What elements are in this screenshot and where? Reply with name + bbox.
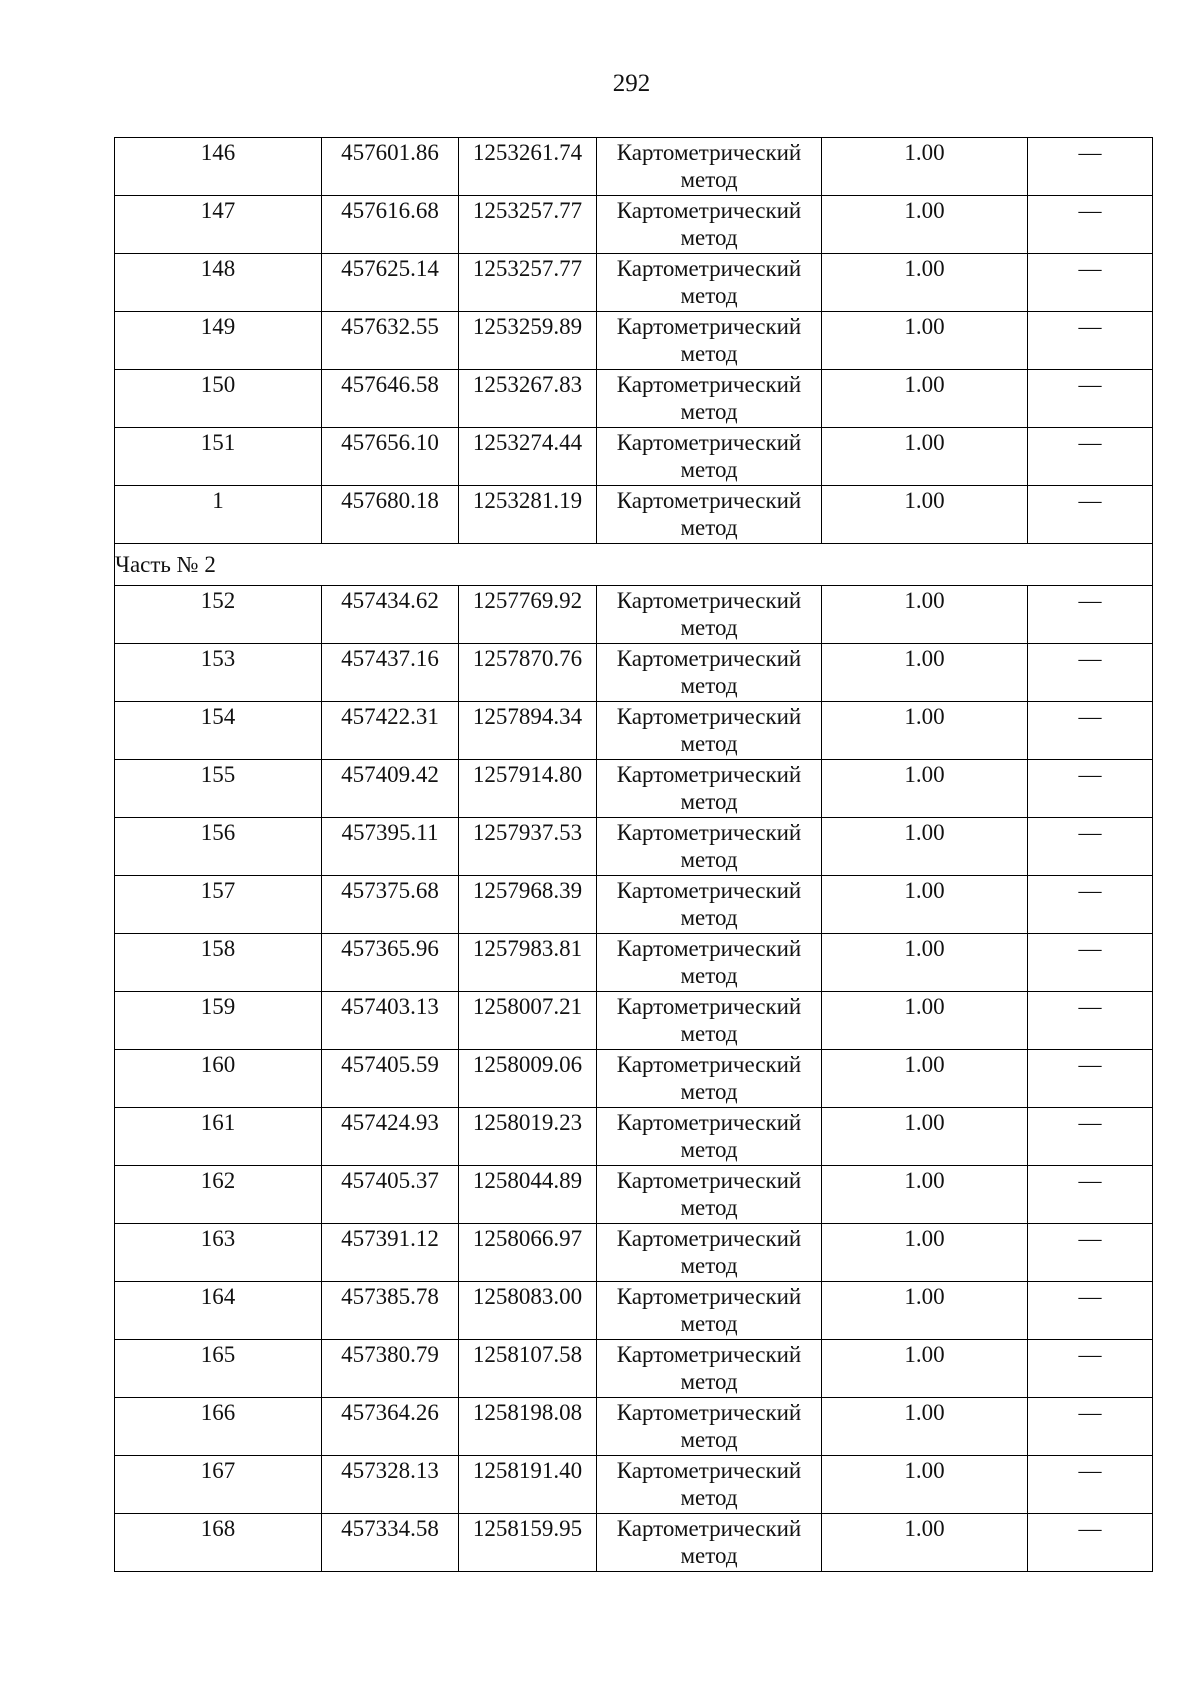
method-cell — [597, 486, 822, 544]
coord-x: 457380.79 — [322, 1340, 459, 1398]
note-cell: — — [1028, 138, 1153, 196]
note-cell: — — [1028, 486, 1153, 544]
note-cell: — — [1028, 1224, 1153, 1282]
method-cell — [597, 1398, 822, 1456]
point-number: 157 — [115, 876, 322, 934]
note-cell: — — [1028, 370, 1153, 428]
accuracy-value: 1.00 — [822, 196, 1028, 254]
method-cell — [597, 1224, 822, 1282]
point-number: 152 — [115, 586, 322, 644]
point-number: 164 — [115, 1282, 322, 1340]
coord-x: 457656.10 — [322, 428, 459, 486]
accuracy-value: 1.00 — [822, 1398, 1028, 1456]
method-line-2: метод — [680, 1253, 738, 1278]
method-cell — [597, 1282, 822, 1340]
coord-y: 1258007.21 — [459, 992, 597, 1050]
coord-x: 457395.11 — [322, 818, 459, 876]
note-cell: — — [1028, 992, 1153, 1050]
table-row — [115, 992, 1153, 1050]
method-cell — [597, 876, 822, 934]
note-cell: — — [1028, 428, 1153, 486]
table-row — [115, 138, 1153, 196]
table-row — [115, 586, 1153, 644]
method-line-1: Картометрический — [616, 646, 802, 671]
coord-y: 1258159.95 — [459, 1514, 597, 1572]
method-cell — [597, 1166, 822, 1224]
method-cell — [597, 370, 822, 428]
accuracy-value: 1.00 — [822, 1050, 1028, 1108]
section-title: Часть № 2 — [115, 544, 1153, 586]
point-number: 149 — [115, 312, 322, 370]
method-line-2: метод — [680, 167, 738, 192]
method-line-1: Картометрический — [616, 1168, 802, 1193]
method-line-2: метод — [680, 225, 738, 250]
note-cell: — — [1028, 1050, 1153, 1108]
table-row — [115, 1514, 1153, 1572]
method-cell — [597, 428, 822, 486]
note-cell: — — [1028, 196, 1153, 254]
coord-x: 457385.78 — [322, 1282, 459, 1340]
note-cell: — — [1028, 1514, 1153, 1572]
note-cell: — — [1028, 1282, 1153, 1340]
method-cell — [597, 644, 822, 702]
method-line-2: метод — [680, 905, 738, 930]
point-number: 168 — [115, 1514, 322, 1572]
note-cell: — — [1028, 312, 1153, 370]
coord-y: 1257914.80 — [459, 760, 597, 818]
coord-y: 1257968.39 — [459, 876, 597, 934]
method-line-1: Картометрический — [616, 588, 802, 613]
accuracy-value: 1.00 — [822, 486, 1028, 544]
table-row — [115, 1340, 1153, 1398]
coord-x: 457422.31 — [322, 702, 459, 760]
method-cell — [597, 818, 822, 876]
method-line-1: Картометрический — [616, 704, 802, 729]
point-number: 154 — [115, 702, 322, 760]
coord-y: 1257870.76 — [459, 644, 597, 702]
coord-y: 1258066.97 — [459, 1224, 597, 1282]
table-row — [115, 1166, 1153, 1224]
coord-x: 457409.42 — [322, 760, 459, 818]
method-line-2: метод — [680, 399, 738, 424]
table-row — [115, 818, 1153, 876]
method-line-1: Картометрический — [616, 1458, 802, 1483]
coord-y: 1253267.83 — [459, 370, 597, 428]
method-line-1: Картометрический — [616, 256, 802, 281]
table-row — [115, 428, 1153, 486]
coordinates-table — [114, 137, 1153, 1572]
accuracy-value: 1.00 — [822, 1108, 1028, 1166]
method-cell — [597, 1514, 822, 1572]
coord-x: 457616.68 — [322, 196, 459, 254]
method-cell — [597, 312, 822, 370]
method-line-2: метод — [680, 1021, 738, 1046]
coord-x: 457375.68 — [322, 876, 459, 934]
coord-y: 1253257.77 — [459, 254, 597, 312]
table-row — [115, 934, 1153, 992]
method-line-2: метод — [680, 1137, 738, 1162]
accuracy-value: 1.00 — [822, 702, 1028, 760]
coord-y: 1257983.81 — [459, 934, 597, 992]
accuracy-value: 1.00 — [822, 1456, 1028, 1514]
method-line-1: Картометрический — [616, 488, 802, 513]
method-cell — [597, 1050, 822, 1108]
method-line-1: Картометрический — [616, 820, 802, 845]
method-line-1: Картометрический — [616, 1516, 802, 1541]
coord-y: 1253257.77 — [459, 196, 597, 254]
accuracy-value: 1.00 — [822, 992, 1028, 1050]
coord-x: 457434.62 — [322, 586, 459, 644]
method-cell — [597, 1340, 822, 1398]
method-line-1: Картометрический — [616, 1226, 802, 1251]
note-cell: — — [1028, 818, 1153, 876]
coord-y: 1258009.06 — [459, 1050, 597, 1108]
method-line-2: метод — [680, 789, 738, 814]
point-number: 153 — [115, 644, 322, 702]
coord-x: 457437.16 — [322, 644, 459, 702]
coord-x: 457632.55 — [322, 312, 459, 370]
method-line-2: метод — [680, 283, 738, 308]
method-line-1: Картометрический — [616, 994, 802, 1019]
table-row — [115, 1108, 1153, 1166]
method-line-2: метод — [680, 1543, 738, 1568]
method-cell — [597, 760, 822, 818]
method-line-2: метод — [680, 1195, 738, 1220]
accuracy-value: 1.00 — [822, 1514, 1028, 1572]
page-number: 292 — [612, 70, 651, 97]
method-line-2: метод — [680, 515, 738, 540]
point-number: 159 — [115, 992, 322, 1050]
coord-y: 1253261.74 — [459, 138, 597, 196]
coord-x: 457625.14 — [322, 254, 459, 312]
table-row — [115, 644, 1153, 702]
accuracy-value: 1.00 — [822, 934, 1028, 992]
note-cell: — — [1028, 876, 1153, 934]
coord-x: 457365.96 — [322, 934, 459, 992]
coord-x: 457646.58 — [322, 370, 459, 428]
accuracy-value: 1.00 — [822, 1166, 1028, 1224]
method-cell — [597, 702, 822, 760]
note-cell: — — [1028, 1456, 1153, 1514]
accuracy-value: 1.00 — [822, 312, 1028, 370]
method-line-1: Картометрический — [616, 430, 802, 455]
method-line-1: Картометрический — [616, 936, 802, 961]
note-cell: — — [1028, 1340, 1153, 1398]
method-cell — [597, 254, 822, 312]
accuracy-value: 1.00 — [822, 428, 1028, 486]
coord-y: 1253259.89 — [459, 312, 597, 370]
table-row — [115, 1224, 1153, 1282]
note-cell: — — [1028, 760, 1153, 818]
method-line-2: метод — [680, 847, 738, 872]
point-number: 166 — [115, 1398, 322, 1456]
coord-y: 1257937.53 — [459, 818, 597, 876]
table-row — [115, 254, 1153, 312]
method-line-1: Картометрический — [616, 140, 802, 165]
accuracy-value: 1.00 — [822, 1340, 1028, 1398]
accuracy-value: 1.00 — [822, 1282, 1028, 1340]
point-number: 146 — [115, 138, 322, 196]
method-line-2: метод — [680, 1369, 738, 1394]
accuracy-value: 1.00 — [822, 370, 1028, 428]
coord-x: 457334.58 — [322, 1514, 459, 1572]
method-cell — [597, 586, 822, 644]
accuracy-value: 1.00 — [822, 760, 1028, 818]
coordinates-table-body — [115, 138, 1153, 1572]
method-line-2: метод — [680, 341, 738, 366]
coord-y: 1253281.19 — [459, 486, 597, 544]
coord-y: 1253274.44 — [459, 428, 597, 486]
accuracy-value: 1.00 — [822, 876, 1028, 934]
accuracy-value: 1.00 — [822, 138, 1028, 196]
note-cell: — — [1028, 644, 1153, 702]
method-cell — [597, 196, 822, 254]
method-line-2: метод — [680, 731, 738, 756]
note-cell: — — [1028, 702, 1153, 760]
method-line-2: метод — [680, 1311, 738, 1336]
method-line-2: метод — [680, 673, 738, 698]
table-row — [115, 196, 1153, 254]
method-line-2: метод — [680, 1427, 738, 1452]
note-cell: — — [1028, 934, 1153, 992]
accuracy-value: 1.00 — [822, 1224, 1028, 1282]
coord-y: 1258083.00 — [459, 1282, 597, 1340]
point-number: 156 — [115, 818, 322, 876]
point-number: 165 — [115, 1340, 322, 1398]
coord-x: 457364.26 — [322, 1398, 459, 1456]
coord-x: 457424.93 — [322, 1108, 459, 1166]
method-line-1: Картометрический — [616, 372, 802, 397]
accuracy-value: 1.00 — [822, 586, 1028, 644]
table-row — [115, 1456, 1153, 1514]
method-line-2: метод — [680, 1079, 738, 1104]
coord-x: 457405.37 — [322, 1166, 459, 1224]
table-row — [115, 370, 1153, 428]
coord-y: 1258019.23 — [459, 1108, 597, 1166]
note-cell: — — [1028, 586, 1153, 644]
coord-y: 1257894.34 — [459, 702, 597, 760]
point-number: 147 — [115, 196, 322, 254]
accuracy-value: 1.00 — [822, 818, 1028, 876]
table-row — [115, 1398, 1153, 1456]
note-cell: — — [1028, 1108, 1153, 1166]
point-number: 162 — [115, 1166, 322, 1224]
method-cell — [597, 1456, 822, 1514]
accuracy-value: 1.00 — [822, 644, 1028, 702]
method-cell — [597, 992, 822, 1050]
point-number: 155 — [115, 760, 322, 818]
table-row — [115, 760, 1153, 818]
table-row — [115, 876, 1153, 934]
coord-x: 457405.59 — [322, 1050, 459, 1108]
point-number: 160 — [115, 1050, 322, 1108]
method-cell — [597, 934, 822, 992]
coord-y: 1258198.08 — [459, 1398, 597, 1456]
method-line-1: Картометрический — [616, 1110, 802, 1135]
method-line-2: метод — [680, 1485, 738, 1510]
method-cell — [597, 138, 822, 196]
point-number: 150 — [115, 370, 322, 428]
coord-y: 1258191.40 — [459, 1456, 597, 1514]
coord-y: 1258107.58 — [459, 1340, 597, 1398]
method-line-1: Картометрический — [616, 878, 802, 903]
method-line-2: метод — [680, 615, 738, 640]
coord-x: 457403.13 — [322, 992, 459, 1050]
table-row — [115, 702, 1153, 760]
method-line-1: Картометрический — [616, 1400, 802, 1425]
method-line-2: метод — [680, 457, 738, 482]
point-number: 163 — [115, 1224, 322, 1282]
note-cell: — — [1028, 254, 1153, 312]
point-number: 167 — [115, 1456, 322, 1514]
method-line-1: Картометрический — [616, 1052, 802, 1077]
method-line-1: Картометрический — [616, 198, 802, 223]
coord-x: 457680.18 — [322, 486, 459, 544]
method-line-1: Картометрический — [616, 1342, 802, 1367]
accuracy-value: 1.00 — [822, 254, 1028, 312]
table-row — [115, 1282, 1153, 1340]
coord-x: 457601.86 — [322, 138, 459, 196]
method-line-1: Картометрический — [616, 1284, 802, 1309]
method-line-2: метод — [680, 963, 738, 988]
point-number: 161 — [115, 1108, 322, 1166]
point-number: 1 — [115, 486, 322, 544]
note-cell: — — [1028, 1398, 1153, 1456]
coord-y: 1258044.89 — [459, 1166, 597, 1224]
method-line-1: Картометрический — [616, 314, 802, 339]
point-number: 151 — [115, 428, 322, 486]
section-header-row — [115, 544, 1153, 586]
table-row — [115, 486, 1153, 544]
table-row — [115, 1050, 1153, 1108]
table-row — [115, 312, 1153, 370]
method-cell — [597, 1108, 822, 1166]
point-number: 158 — [115, 934, 322, 992]
point-number: 148 — [115, 254, 322, 312]
method-line-1: Картометрический — [616, 762, 802, 787]
note-cell: — — [1028, 1166, 1153, 1224]
coord-y: 1257769.92 — [459, 586, 597, 644]
coord-x: 457391.12 — [322, 1224, 459, 1282]
coord-x: 457328.13 — [322, 1456, 459, 1514]
